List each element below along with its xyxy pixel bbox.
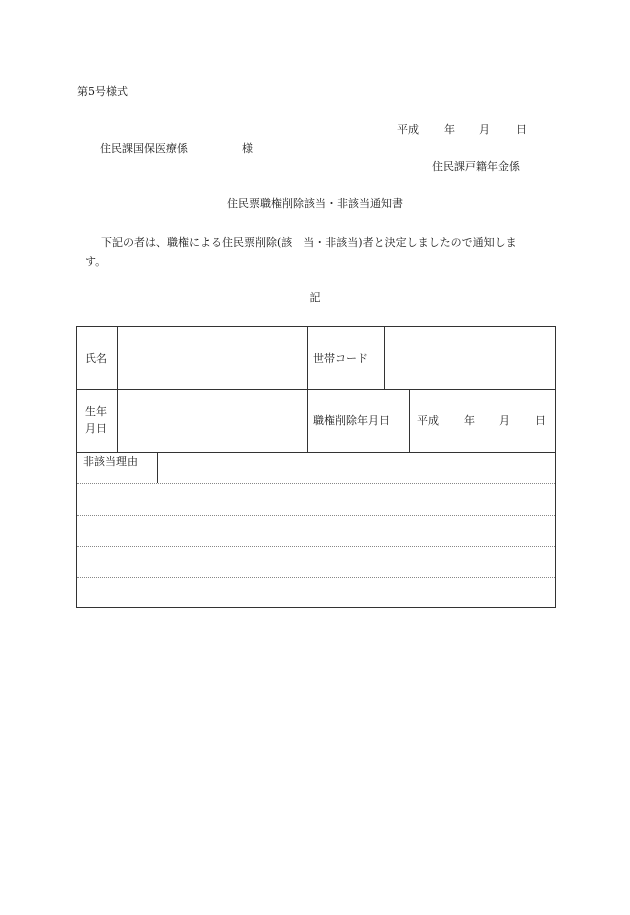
row-divider: [77, 389, 555, 390]
dotted-line: [77, 546, 555, 547]
row-divider: [77, 452, 555, 453]
body-text-line-2: す。: [85, 255, 107, 268]
notice-table: [76, 326, 556, 608]
birth-date-label-line-2: 月日: [85, 422, 107, 435]
deletion-date-day: 日: [535, 414, 546, 427]
date-month: 月: [479, 123, 490, 136]
column-divider: [409, 389, 410, 452]
deletion-date-label: 職権削除年月日: [313, 414, 390, 427]
date-day: 日: [516, 123, 527, 136]
deletion-date-year: 年: [464, 414, 475, 427]
date-year: 年: [444, 123, 455, 136]
addressee-department: 住民課国保医療係: [100, 142, 188, 155]
deletion-date-month: 月: [499, 414, 510, 427]
column-divider: [307, 327, 308, 452]
dotted-line: [77, 483, 555, 484]
body-text-line-1: 下記の者は、職権による住民票削除(該 当・非該当)者と決定しましたので通知しま: [101, 236, 517, 249]
non-applicable-reason-label: 非該当理由: [83, 455, 138, 468]
dotted-line: [77, 577, 555, 578]
form-number: 第5号様式: [77, 85, 128, 98]
name-label: 氏名: [85, 352, 107, 365]
household-code-label: 世帯コード: [313, 352, 368, 365]
column-divider: [157, 452, 158, 483]
column-divider: [117, 327, 118, 452]
birth-date-label-line-1: 生年: [85, 405, 107, 418]
addressee-honorific: 様: [242, 142, 253, 155]
dotted-line: [77, 515, 555, 516]
addressee: [100, 143, 253, 154]
date-era: 平成: [397, 123, 419, 136]
document-title: 住民票職権削除該当・非該当通知書: [227, 197, 403, 210]
issue-date: [397, 124, 527, 135]
deletion-date-era: 平成: [417, 414, 439, 427]
sender: 住民課戸籍年金係: [432, 160, 520, 173]
ki-heading: 記: [309, 291, 321, 304]
column-divider: [384, 327, 385, 389]
